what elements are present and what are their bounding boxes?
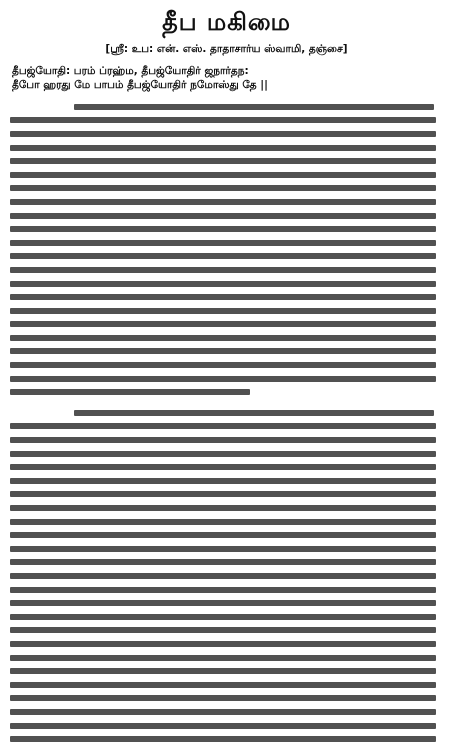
text-line — [10, 263, 443, 277]
text-line — [10, 678, 443, 692]
text-line — [10, 385, 443, 399]
text-line — [10, 182, 443, 196]
text-line — [10, 637, 443, 651]
text-line — [10, 732, 443, 746]
text-line — [10, 705, 443, 719]
text-line — [10, 277, 443, 291]
text-line — [10, 433, 443, 447]
text-line — [10, 195, 443, 209]
text-line — [10, 542, 443, 556]
verse-line: தீபஜ்யோதி: பரம் ப்ரஹ்ம, தீபஜ்யோதிர் ஜநார்தந: — [12, 65, 249, 77]
text-line — [10, 304, 443, 318]
verse-line: தீபோ ஹரது மே பாபம் தீபஜ்யோதிர் நமோஸ்து தே || — [12, 79, 268, 91]
text-line — [10, 406, 443, 420]
text-line — [10, 127, 443, 141]
page-title: தீப மகிமை — [162, 8, 291, 36]
text-line — [10, 420, 443, 434]
text-line — [10, 474, 443, 488]
text-line — [10, 624, 443, 638]
text-line — [10, 236, 443, 250]
sanskrit-verse — [10, 64, 443, 92]
text-line — [10, 719, 443, 733]
text-line — [10, 168, 443, 182]
text-line — [10, 331, 443, 345]
text-line — [10, 515, 443, 529]
text-line — [10, 222, 443, 236]
text-line — [10, 114, 443, 128]
text-line — [10, 501, 443, 515]
text-line — [10, 569, 443, 583]
text-line — [10, 460, 443, 474]
text-line — [10, 318, 443, 332]
text-line — [10, 290, 443, 304]
text-line — [10, 488, 443, 502]
text-line — [10, 610, 443, 624]
text-line — [10, 209, 443, 223]
text-line — [10, 141, 443, 155]
text-line — [10, 651, 443, 665]
body-paragraph — [10, 100, 443, 399]
text-line — [10, 528, 443, 542]
text-line — [10, 692, 443, 706]
text-line — [10, 358, 443, 372]
text-line — [10, 372, 443, 386]
text-line — [10, 583, 443, 597]
text-line — [10, 447, 443, 461]
text-line — [10, 250, 443, 264]
author-byline: [ஸ்ரீ: உப: என். எஸ். தாதாசார்ய ஸ்வாமி, தஞ்சை] — [105, 43, 348, 55]
text-line — [10, 596, 443, 610]
text-line — [10, 664, 443, 678]
text-line — [10, 154, 443, 168]
body-paragraph — [10, 406, 443, 746]
text-line — [10, 100, 443, 114]
text-line — [10, 556, 443, 570]
text-line — [10, 345, 443, 359]
